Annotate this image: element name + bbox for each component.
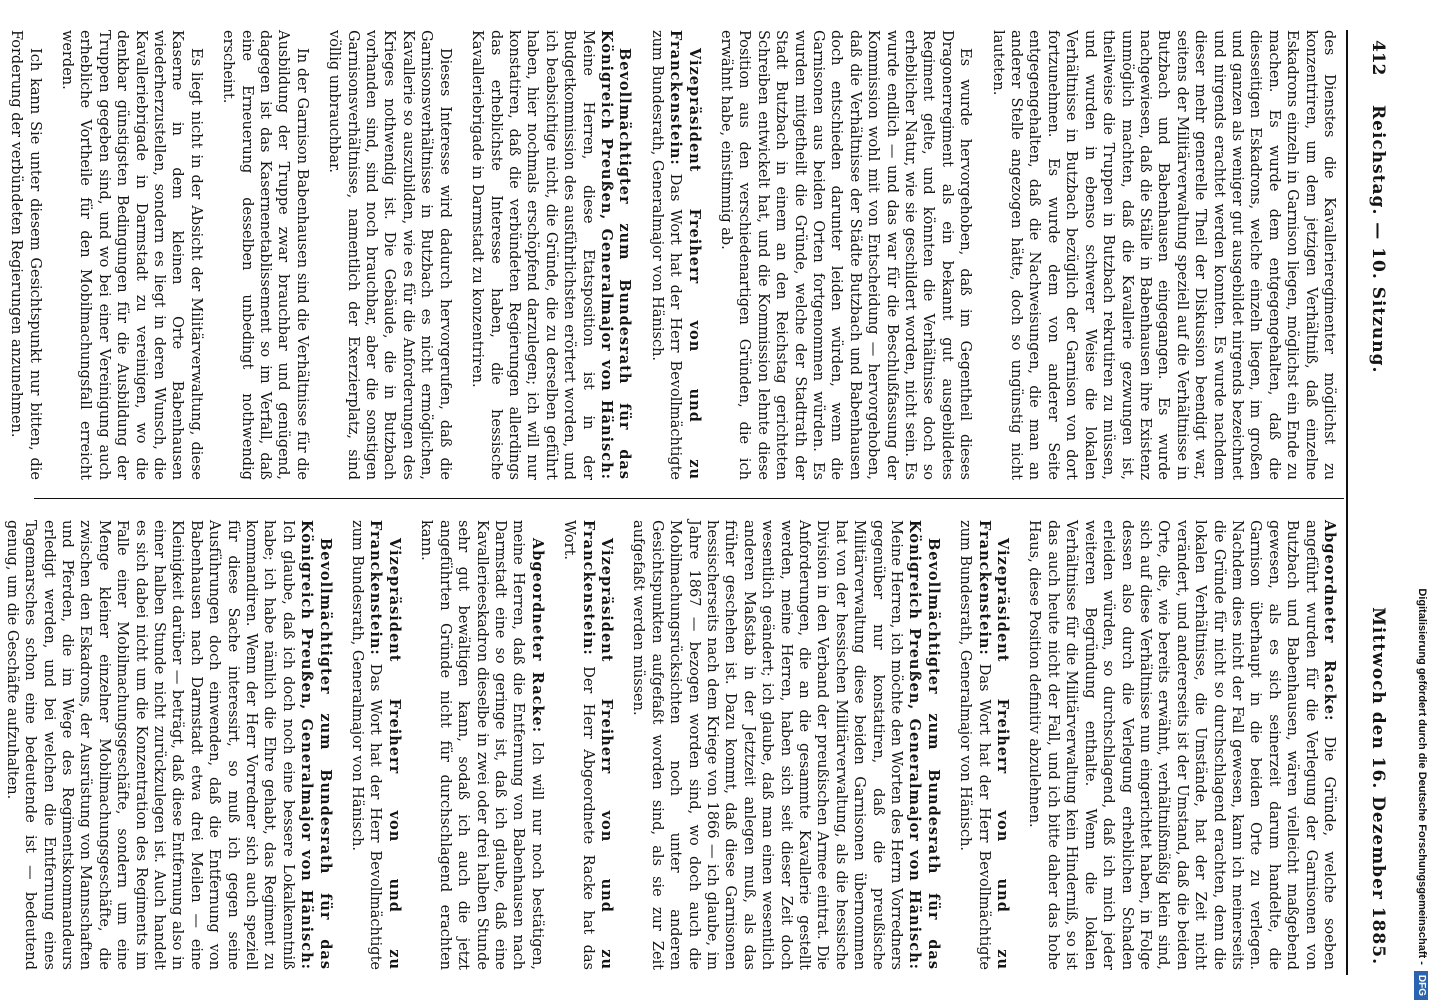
speaker-name: Vizepräsident Freiherr von und zu Franckenstein: bbox=[975, 520, 1012, 970]
speech-text: Ich will nur noch bestätigen, meine Herren, daß die Entfernung von Babenhausen nach Darmstadt eine so geringe ist, daß ich glaube, daß eine Kavallerieeskadron dieselbe in zwei oder drei halben Stunde sehr gut bewältigen kann, sodaß ich auch die jetzt angeführten Gründe nicht für durchschlagend erachten kann. bbox=[418, 520, 545, 971]
paragraph: Dieses Interesse wird dadurch hervorgerufen, daß die Garnisonsverhältnisse in Butzbach es nicht ermöglichen, Kavallerie so auszubilden, wie es für die Anforderungen des Krieges nothwendig ist. Die Gebäude, die in Butzbach vorhanden sind, sind noch brauchbar, aber die sonstigen Garnisonsverhältnisse, namentlich der Exerzierplatz, sind völlig unbrauchbar. bbox=[326, 30, 453, 480]
page-number: 412 bbox=[1368, 40, 1388, 76]
speaker-name: Vizepräsident Freiherr von und zu Franckenstein: bbox=[667, 30, 703, 480]
speech bbox=[2, 520, 333, 970]
header-rule bbox=[1346, 30, 1348, 975]
speech-text: Das Wort hat der Herr Bevollmächtigte zum Bundesrath, Generalmajor von Hänisch. bbox=[349, 520, 384, 970]
speech-text: Das Wort hat der Herr Bevollmächtigte zum Bundesrath, Generalmajor von Hänisch. bbox=[957, 520, 992, 970]
speech-text: Die Gründe, welche soeben angeführt wurden für die Verlegung der Garnisonen von Butzbach und Babenhausen, wären vielleicht maßgebend gewesen, als es sich seinerzeit darum handelte, die Garnison überhaupt in die beiden Orte zu verlegen. Nachdem dies nicht der Fall gewesen, kann ich meinerseits die Gründe für nicht so durchschlagend erachten, denn die lokalen Verhältnisse, die Umstände, hat der Zeit nicht verändert, und andererseits ist der Umstand, daß die beiden Orte, die, wie bereits erwähnt, verhältnißmäßig klein sind, sich auf diese Verhältnisse nun eingerichtet haben, in Folge dessen also durch die Verlegung erheblichen Schaden erleiden würden, so durchschlagend, daß ich mich jeder weiteren Begründung enthalte. Wenn die lokalen Verhältnisse für die Militärverwaltung kein Hinderniß, so ist das auch heute nicht der Fall, und ich bitte daher das hohe Haus, diese Position definitiv abzulehnen. bbox=[1026, 520, 1337, 971]
right-column bbox=[3, 520, 1338, 971]
document-page bbox=[3, 0, 1410, 1000]
session-date: Mittwoch den 16. Dezember 1885. bbox=[1368, 607, 1388, 965]
paragraph: des Dienstes die Kavallerieregimenter möglichst zu konzentriren, um dem jetzigen Verhältniß, daß einzelne Eskadrons einzeln in Garnison liegen, möglichst ein Ende zu machen. Es wurde dem entgegengehalten, daß die diesseitigen Eskadrons, welche einzeln liegen, im großen und ganzen als weniger gut ausgebildet nirgends bezeichnet und nirgends erachtet werden konnten. Es wurde nachdem dieser mehr generelle Theil der Diskussion beendigt war, seitens der Militärverwaltung speziell auf die Verhältnisse in Butzbach und Babenhausen eingegangen. Es wurde nachgewiesen, daß die Ställe in Babenhausen ihre Existenz unmöglich machten, daß die Kavallerie gezwungen ist, theilweise die Truppen in Butzbach rekrutiren zu müssen, und wurden in ebenso schwerer Weise die lokalen Verhältnisse in Butzbach bezüglich der Garnison von dort fortzunehmen. Es wurde dem von anderer Seite entgegengehalten, daß die Nachweisungen, die man an anderer Stelle angezogen hätte, doch so ungünstig nicht lauteten. bbox=[989, 30, 1337, 480]
speech-text: Das Wort hat der Herr Bevollmächtigte zum Bundesrath, Generalmajor von Hänisch. bbox=[648, 30, 684, 480]
speaker-name: Vizepräsident Freiherr von und zu Franckenstein: bbox=[367, 520, 403, 970]
speech bbox=[417, 520, 546, 970]
paragraph: Es wurde hervorgehoben, daß im Gegentheil dieses Dragonerregiment als ein bekannt gut ausgebildetes Regiment gelte, und könnten die Verhältnisse doch so erheblicher Natur, wie sie geschildert worden, nicht sein. Es wurde endlich — und das war für die Beschlußfassung der Kommission wohl mit von Entscheidung — hervorgehoben, daß die Verhältnisse der Städte Butzbach und Babenhausen doch entschieden darunter leiden würden, wenn die Garnisonen aus beiden Orten fortgenommen würden. Es wurden mitgetheilt die Gründe, welche der Stadtrath der Stadt Butzbach in einem an den Reichstag gerichteten Schreiben entwickelt hat, und die Kommission lehnte diese Position aus den verschiedenartigen Gründen, die ich erwähnt habe, einstimmig ab. bbox=[718, 30, 974, 480]
speech-text: Meine Herren, diese Etatsposition ist in der Budgetkommission des ausführlichsten erörtert worden, und ich beabsichtige nicht, die Gründe, die zu derselben geführt haben, hier nochmals erschöpfend darzulegen; ich will nur konstatiren, daß die verbündeten Regierungen allerdings das erheblichste Interesse haben, die hessische Kavalleriebrigade in Darmstadt zu konzentriren. bbox=[469, 30, 596, 480]
left-column bbox=[8, 30, 1338, 480]
speaker-name: Bevollmächtigter zum Bundesrath für das Königreich Preußen, Generalmajor von Hänisch: bbox=[298, 520, 334, 970]
page-header bbox=[1352, 30, 1392, 975]
column-divider bbox=[34, 498, 1344, 499]
credit-text: Digitalisierung gefördert durch die Deutsche Forschungsgemeinschaft - bbox=[1416, 588, 1428, 965]
speech bbox=[629, 520, 942, 970]
speech bbox=[348, 520, 403, 970]
speaker-name: Bevollmächtigter zum Bundesrath für das Königreich Preußen, Generalmajor von Hänisch: bbox=[597, 30, 634, 480]
speech-text: Der Herr Abgeordnete Racke hat das Wort. bbox=[561, 520, 596, 970]
paragraph: In der Garnison Babenhausen sind die Verhältnisse für die Ausbildung der Truppe zwar brauchbar und genügend, dagegen ist das Kasernenetablissement so im Verfall, daß eine Erneuerung desselben unbedingt nothwendig erscheint. bbox=[220, 30, 310, 480]
speech bbox=[956, 520, 1011, 970]
digitization-credit bbox=[1412, 0, 1432, 1000]
speech bbox=[468, 30, 634, 480]
speaker-name: Abgeordneter Racke: bbox=[1321, 520, 1338, 722]
paragraph: Es liegt nicht in der Absicht der Militärverwaltung, diese Kaserne in dem kleinen Orte Babenhausen wiederherzustellen, sondern es liegt in deren Wunsch, die Kavalleriebrigade in Darmstadt zu vereinigen, wo die denkbar günstigsten Bedingungen für die Ausbildung der Truppen gegeben sind, und wo bei einer Vereinigung auch erhebliche Vortheile für den Mobilmachungsfall erreicht werden. bbox=[59, 30, 204, 480]
credit-text-wrapper bbox=[1412, 0, 1432, 1000]
speech-text: Ich glaube, daß ich doch noch eine bessere Lokalkenntniß habe; ich habe nämlich die Ehre gehabt, das Regiment zu kommandiren. Wenn der Herr Vorredner sich auch speziell für diese Sache interessirt, so muß ich gegen seine Ausführungen doch einwenden, daß die Entfernung von Babenhausen nach Darmstadt etwa drei Meilen — eine Kleinigkeit darüber — beträgt, daß diese Entfernung also in einer halben Stunde nicht zurückzulegen ist. Auch handelt es sich dabei nicht um die Konzentration des Regiments im Falle einer Mobilmachungsgeschäfte, sondern um eine Menge kleiner einzelner Mobilmachungsgeschäfte, die zwischen den Eskadrons, der Ausrüstung von Mannschaften und Pferden, die im Wege des Regimentskommandeurs erledigt werden, und bei welchen die Entfernung eines Tagemarsches schon eine bedeutende ist — bedeutend genug, um die Geschäfte aufzuhalten. bbox=[3, 520, 296, 970]
speech bbox=[1025, 520, 1338, 970]
speaker-name: Vizepräsident Freiherr von und zu Franckenstein: bbox=[579, 520, 615, 970]
paragraph: Ich kann Sie unter diesem Gesichtspunkt nur bitten, die Forderung der verbündeten Regierungen anzunehmen. bbox=[8, 30, 43, 480]
speaker-name: Bevollmächtigter zum Bundesrath für das Königreich Preußen, Generalmajor von Hänisch: bbox=[906, 520, 942, 970]
dfg-logo: DFG bbox=[1414, 971, 1428, 1000]
speech bbox=[560, 520, 615, 970]
speech bbox=[647, 30, 702, 480]
running-title: Reichstag. — 10. Sitzung. bbox=[1368, 105, 1388, 374]
speech-text: Meine Herren, ich möchte den Worten des Herrn Vorredners gegenüber nur konstatiren, daß die preußische Militärverwaltung diese beiden Garnisonen übernommen hat von der hessischen Militärverwaltung, als die hessische Division in den Verband der preußischen Armee eintrat. Die Anforderungen, die an die gesammte Kavallerie gestellt werden, meine Herren, haben sich seit dieser Zeit doch wesentlich geändert; ich glaube, daß man einen wesentlich anderen Maßstab in der Jetztzeit anlegen muß, als das früher geschehen ist. Dazu kommt, daß diese Garnisonen hessischerseits nach dem Kriege von 1866 — ich glaube, im Jahre 1867 — bezogen worden sind, wo doch auch die Mobilmachungsrücksichten noch unter anderen Gesichtspunkten aufgefaßt worden sind, als sie zur Zeit aufgefaßt werden müssen. bbox=[630, 520, 905, 970]
speaker-name: Abgeordneter Racke: bbox=[528, 538, 546, 734]
